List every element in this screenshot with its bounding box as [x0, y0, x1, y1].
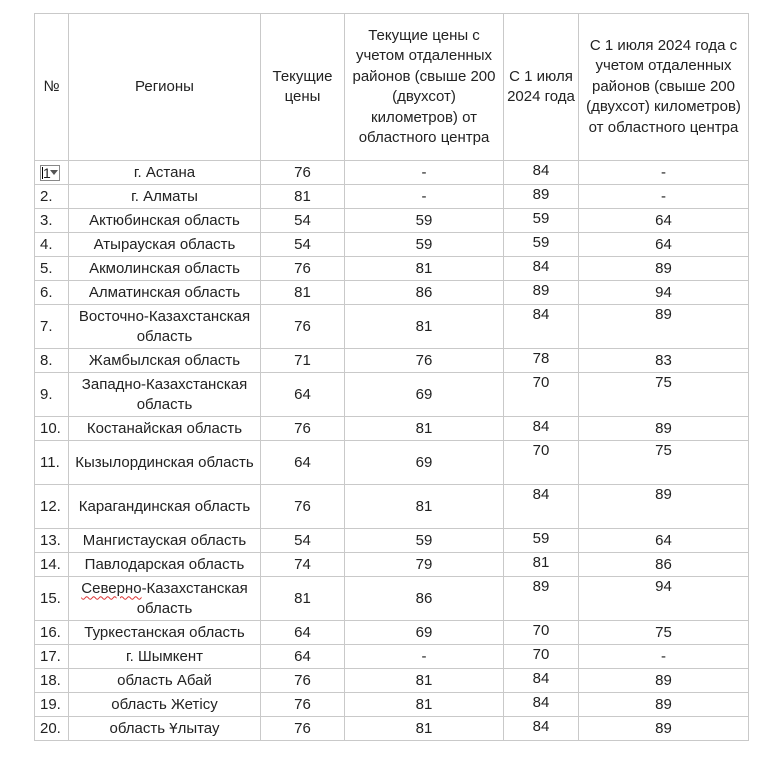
region-cell: Павлодарская область: [69, 553, 261, 577]
current-price-cell: 81: [261, 281, 345, 305]
current-remote-cell: 81: [345, 417, 504, 441]
from-july-cell: 70: [504, 621, 579, 645]
current-remote-cell: 59: [345, 233, 504, 257]
current-price-cell: 54: [261, 209, 345, 233]
current-remote-cell: 81: [345, 257, 504, 281]
from-july-remote-cell: -: [579, 645, 749, 669]
table-row: [35, 669, 749, 693]
region-cell: [69, 577, 261, 621]
from-july-remote-cell: 64: [579, 529, 749, 553]
from-july-cell: 59: [504, 233, 579, 257]
region-cell: Восточно-Казахстанская область: [69, 305, 261, 349]
header-current-remote: Текущие цены с учетом отдаленных районов (свыше 200 (двухсот) километров) от областного центра: [345, 14, 504, 161]
from-july-cell: 84: [504, 669, 579, 693]
from-july-remote-cell: 89: [579, 669, 749, 693]
table-row: [35, 577, 749, 621]
current-price-cell: 64: [261, 441, 345, 485]
current-price-cell: 54: [261, 233, 345, 257]
header-current-prices: Текущие цены: [261, 14, 345, 161]
from-july-remote-cell: 89: [579, 417, 749, 441]
table-row: [35, 257, 749, 281]
row-number: 8.: [35, 349, 69, 373]
row-number[interactable]: [35, 161, 69, 185]
from-july-remote-cell: -: [579, 185, 749, 209]
region-cell: Западно-Казахстанская область: [69, 373, 261, 417]
region-cell: Атырауская область: [69, 233, 261, 257]
region-cell: область Ұлытау: [69, 717, 261, 741]
region-cell: Туркестанская область: [69, 621, 261, 645]
from-july-remote-cell: 86: [579, 553, 749, 577]
current-remote-cell: 81: [345, 485, 504, 529]
current-price-cell: 71: [261, 349, 345, 373]
row-number: 3.: [35, 209, 69, 233]
current-remote-cell: 69: [345, 441, 504, 485]
from-july-cell: 89: [504, 577, 579, 621]
from-july-cell: 89: [504, 185, 579, 209]
current-price-cell: 74: [261, 553, 345, 577]
row-number: 10.: [35, 417, 69, 441]
row-number: 4.: [35, 233, 69, 257]
region-cell: Актюбинская область: [69, 209, 261, 233]
current-remote-cell: -: [345, 161, 504, 185]
chevron-down-icon[interactable]: [50, 170, 58, 175]
row-number: 9.: [35, 373, 69, 417]
row-number: 17.: [35, 645, 69, 669]
from-july-remote-cell: 94: [579, 281, 749, 305]
row-number: 7.: [35, 305, 69, 349]
row-number: 2.: [35, 185, 69, 209]
row-number: 15.: [35, 577, 69, 621]
from-july-cell: 70: [504, 645, 579, 669]
from-july-remote-cell: 75: [579, 373, 749, 417]
row-number: 14.: [35, 553, 69, 577]
current-remote-cell: 69: [345, 373, 504, 417]
from-july-cell: 84: [504, 305, 579, 349]
from-july-cell: 84: [504, 717, 579, 741]
table-row: [35, 373, 749, 417]
table-row: [35, 441, 749, 485]
region-cell: Костанайская область: [69, 417, 261, 441]
row-number: 20.: [35, 717, 69, 741]
from-july-cell: 89: [504, 281, 579, 305]
current-price-cell: 81: [261, 185, 345, 209]
row-number: 16.: [35, 621, 69, 645]
from-july-cell: 84: [504, 161, 579, 185]
header-row: [35, 14, 749, 161]
header-from-july-remote: С 1 июля 2024 года с учетом отдаленных районов (свыше 200 (двухсот) километров) от областного центра: [579, 14, 749, 161]
current-price-cell: 76: [261, 485, 345, 529]
table-row: [35, 209, 749, 233]
current-price-cell: 64: [261, 373, 345, 417]
table-row: [35, 717, 749, 741]
current-price-cell: 76: [261, 161, 345, 185]
current-price-cell: 81: [261, 577, 345, 621]
from-july-cell: 70: [504, 373, 579, 417]
current-remote-cell: 59: [345, 209, 504, 233]
row-number: 13.: [35, 529, 69, 553]
table-row: [35, 417, 749, 441]
current-price-cell: 64: [261, 621, 345, 645]
table-row: [35, 281, 749, 305]
current-remote-cell: 59: [345, 529, 504, 553]
row-number: 12.: [35, 485, 69, 529]
region-cell: Карагандинская область: [69, 485, 261, 529]
row-number: 5.: [35, 257, 69, 281]
current-remote-cell: 69: [345, 621, 504, 645]
region-cell: область Жетісу: [69, 693, 261, 717]
from-july-remote-cell: 89: [579, 305, 749, 349]
from-july-cell: 78: [504, 349, 579, 373]
region-cell: Акмолинская область: [69, 257, 261, 281]
header-region: Регионы: [69, 14, 261, 161]
from-july-remote-cell: 75: [579, 441, 749, 485]
current-remote-cell: 81: [345, 305, 504, 349]
table-row: [35, 645, 749, 669]
from-july-cell: 84: [504, 693, 579, 717]
from-july-remote-cell: 89: [579, 257, 749, 281]
table-row: [35, 349, 749, 373]
region-cell: г. Шымкент: [69, 645, 261, 669]
header-from-july: С 1 июля 2024 года: [504, 14, 579, 161]
current-price-cell: 76: [261, 257, 345, 281]
current-price-cell: 64: [261, 645, 345, 669]
row-number-dropdown[interactable]: [40, 165, 60, 181]
from-july-remote-cell: 64: [579, 233, 749, 257]
region-cell: Алматинская область: [69, 281, 261, 305]
row-number: 18.: [35, 669, 69, 693]
from-july-cell: 59: [504, 529, 579, 553]
from-july-cell: 84: [504, 417, 579, 441]
table-row: [35, 693, 749, 717]
region-cell: Жамбылская область: [69, 349, 261, 373]
from-july-remote-cell: 89: [579, 693, 749, 717]
current-remote-cell: -: [345, 185, 504, 209]
from-july-remote-cell: 64: [579, 209, 749, 233]
from-july-cell: 70: [504, 441, 579, 485]
from-july-remote-cell: 89: [579, 717, 749, 741]
from-july-remote-cell: -: [579, 161, 749, 185]
table-row: [35, 161, 749, 185]
region-cell: Мангистауская область: [69, 529, 261, 553]
region-cell: г. Алматы: [69, 185, 261, 209]
text-caret: [42, 167, 43, 179]
row-number: 19.: [35, 693, 69, 717]
row-number: 6.: [35, 281, 69, 305]
region-rest: -Казахстанская область: [136, 579, 248, 617]
current-remote-cell: 86: [345, 281, 504, 305]
current-remote-cell: 81: [345, 693, 504, 717]
row-number-value: 1: [43, 164, 51, 181]
spellcheck-word: Северно: [81, 579, 142, 597]
table-row: [35, 621, 749, 645]
from-july-cell: 84: [504, 257, 579, 281]
from-july-remote-cell: 89: [579, 485, 749, 529]
region-cell: г. Астана: [69, 161, 261, 185]
from-july-remote-cell: 83: [579, 349, 749, 373]
from-july-cell: 81: [504, 553, 579, 577]
header-num: №: [35, 14, 69, 161]
row-number: 11.: [35, 441, 69, 485]
table-row: [35, 485, 749, 529]
current-remote-cell: 81: [345, 717, 504, 741]
current-remote-cell: 76: [345, 349, 504, 373]
table-row: [35, 185, 749, 209]
current-remote-cell: 81: [345, 669, 504, 693]
current-price-cell: 54: [261, 529, 345, 553]
current-price-cell: 76: [261, 717, 345, 741]
from-july-remote-cell: 75: [579, 621, 749, 645]
current-remote-cell: 79: [345, 553, 504, 577]
table-row: [35, 529, 749, 553]
current-price-cell: 76: [261, 669, 345, 693]
current-price-cell: 76: [261, 417, 345, 441]
from-july-cell: 59: [504, 209, 579, 233]
current-remote-cell: -: [345, 645, 504, 669]
region-cell: Кызылординская область: [69, 441, 261, 485]
current-price-cell: 76: [261, 305, 345, 349]
current-price-cell: 76: [261, 693, 345, 717]
table-row: [35, 233, 749, 257]
fuel-price-table: [34, 13, 749, 741]
from-july-cell: 84: [504, 485, 579, 529]
from-july-remote-cell: 94: [579, 577, 749, 621]
current-remote-cell: 86: [345, 577, 504, 621]
region-cell: область Абай: [69, 669, 261, 693]
table-row: [35, 305, 749, 349]
table-row: [35, 553, 749, 577]
